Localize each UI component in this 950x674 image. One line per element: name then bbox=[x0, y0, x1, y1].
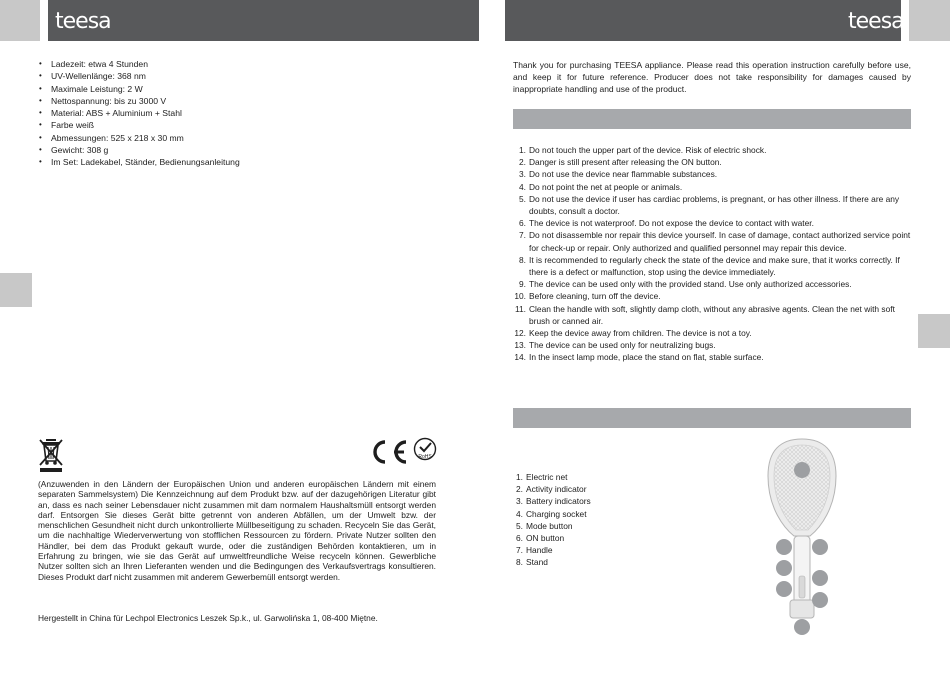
part-item-number: 8. bbox=[516, 557, 523, 568]
safety-item-number: 9. bbox=[519, 279, 526, 290]
safety-item bbox=[512, 351, 912, 363]
spec-item: • Gewicht: 308 g bbox=[39, 144, 459, 156]
safety-item-text: It is recommended to regularly check the state of the device and make sure, that it works correctly. If there is a defect or malfunction, stop using the device immediately. bbox=[529, 254, 900, 278]
part-item-text: Mode button bbox=[526, 520, 573, 531]
part-item-text: Handle bbox=[526, 545, 553, 556]
safety-item bbox=[512, 303, 912, 327]
safety-item-text: The device is not waterproof. Do not expose the device to contact with water. bbox=[529, 218, 814, 229]
safety-item bbox=[512, 327, 912, 339]
safety-item bbox=[512, 144, 912, 156]
safety-item-number: 4. bbox=[519, 181, 526, 192]
callout-8 bbox=[794, 619, 810, 635]
spec-item: • Material: ABS + Aluminium + Stahl bbox=[39, 107, 459, 119]
safety-item-text: Do not point the net at people or animals. bbox=[529, 181, 683, 192]
manufacturer-info: Hergestellt in China für Lechpol Electronics Leszek Sp.k., ul. Garwolińska 1, 08-400 Miętne. bbox=[38, 613, 378, 623]
disposal-notice: (Anzuwenden in den Ländern der Europäischen Union und anderen europäischen Ländern mit einem separaten Sammelsystem) Die Kennzeichnung auf dem Produkt bzw. auf der dazugehörigen Literatur gibt an, dass es nach seiner Lebensdauer nicht zusammen mit dam normalem Haushaltsmüll entsorgt werden darf. Entsorgen Sie dieses Gerät bitte getrennt von anderen Abfällen, um der Umwelt bzw. der menschlichen Gesundheit nicht durch unkontrollierte Müllbeseitigung zu schaden. Recyceln Sie das Gerät, um die nachhaltige Wiederverwertung von stofflichen Ressourcen zu fördern. Private Nutzer sollten den Händler, bei dem das Produkt gekauft wurde, oder die zuständigen Behörden kontaktieren, um in Erfahrung zu bringen, wie sie das Gerät auf umweltfreundliche Weise recyceln können. Gewerbliche Nutzer sollten sich an Ihren Lieferanten wenden und die Bedingungen des Verkaufsvertrags konsultieren. Dieses Produkt darf nicht zusammen mit anderem Gewerbemüll entsorgt werden. bbox=[38, 479, 436, 582]
teesa-logo-right: teesa bbox=[848, 9, 904, 34]
part-item-text: Stand bbox=[526, 557, 548, 568]
safety-item-number: 7. bbox=[519, 230, 526, 241]
part-item-number: 3. bbox=[516, 496, 523, 507]
safety-item bbox=[512, 181, 912, 193]
safety-item bbox=[512, 217, 912, 229]
ce-mark-icon bbox=[367, 438, 409, 466]
part-item-text: Charging socket bbox=[526, 508, 587, 519]
part-item-number: 4. bbox=[516, 508, 523, 519]
safety-item bbox=[512, 278, 912, 290]
safety-item-number: 6. bbox=[519, 218, 526, 229]
safety-item-text: The device can be used only for neutralizing bugs. bbox=[529, 340, 716, 351]
safety-item bbox=[512, 168, 912, 180]
part-item bbox=[513, 508, 713, 520]
safety-item bbox=[512, 339, 912, 351]
callout-4 bbox=[776, 560, 792, 576]
spec-list bbox=[39, 58, 459, 169]
header-bar-left bbox=[48, 0, 479, 41]
part-item-text: Electric net bbox=[526, 472, 568, 482]
safety-item-text: In the insect lamp mode, place the stand on flat, stable surface. bbox=[529, 352, 764, 363]
safety-item-text: Do not use the device near flammable substances. bbox=[529, 169, 718, 180]
callout-3 bbox=[812, 539, 828, 555]
part-item bbox=[513, 532, 713, 544]
safety-item-number: 8. bbox=[519, 254, 526, 265]
safety-item-number: 3. bbox=[519, 169, 526, 180]
part-item-number: 1. bbox=[516, 472, 523, 482]
callout-7 bbox=[812, 592, 828, 608]
spec-item: • Ladezeit: etwa 4 Stunden bbox=[39, 58, 459, 70]
rohs-label: RoHS bbox=[418, 454, 432, 460]
part-item bbox=[513, 556, 713, 568]
part-item-text: Activity indicator bbox=[526, 484, 587, 495]
safety-item-number: 11. bbox=[514, 303, 526, 314]
safety-item-text: Danger is still present after releasing the ON button. bbox=[529, 157, 722, 168]
safety-item-number: 2. bbox=[519, 157, 526, 168]
safety-item-text: Clean the handle with soft, slightly damp cloth, without any abrasive agents. Clean the net with soft brush or canned air. bbox=[529, 303, 895, 326]
part-item bbox=[513, 520, 713, 532]
corner-tab-right bbox=[909, 0, 950, 41]
spec-item: • Farbe weiß bbox=[39, 119, 459, 131]
teesa-logo-left: teesa bbox=[55, 9, 111, 34]
safety-item-text: Keep the device away from children. The device is not a toy. bbox=[529, 328, 752, 339]
callout-1 bbox=[794, 462, 810, 478]
part-item-number: 2. bbox=[516, 484, 523, 495]
safety-item-text: Before cleaning, turn off the device. bbox=[529, 291, 661, 302]
safety-item-text: Do not use the device if user has cardiac problems, is pregnant, or has other illness. If there are any doubts, consult a doctor. bbox=[529, 193, 900, 217]
device-illustration bbox=[764, 436, 840, 636]
part-item-number: 6. bbox=[516, 533, 523, 544]
callout-6 bbox=[776, 581, 792, 597]
part-item-number: 5. bbox=[516, 520, 523, 531]
part-item bbox=[513, 483, 713, 495]
safety-item-text: The device can be used only with the provided stand. Use only authorized accessories. bbox=[529, 279, 852, 290]
safety-item-text: Do not disassemble nor repair this device yourself. In case of damage, contact authorized service point for check-up or repair. Only authorized and qualified personnel may repair this device. bbox=[529, 230, 911, 253]
safety-item-number: 14. bbox=[514, 352, 526, 363]
side-tab-left bbox=[0, 273, 32, 307]
part-item bbox=[513, 495, 713, 507]
safety-list bbox=[512, 144, 912, 364]
safety-item-number: 13. bbox=[514, 340, 526, 351]
safety-item bbox=[512, 193, 912, 217]
spec-item: • UV-Wellenlänge: 368 nm bbox=[39, 70, 459, 82]
weee-bin-icon bbox=[38, 437, 64, 473]
side-tab-right bbox=[918, 314, 950, 348]
safety-item-number: 10. bbox=[514, 291, 526, 302]
parts-list bbox=[513, 471, 713, 569]
part-item bbox=[513, 544, 713, 556]
safety-item bbox=[512, 156, 912, 168]
header-bar-right bbox=[505, 0, 901, 41]
spec-item: • Nettospannung: bis zu 3000 V bbox=[39, 95, 459, 107]
part-item bbox=[513, 471, 713, 483]
callout-2 bbox=[776, 539, 792, 555]
rohs-badge-icon bbox=[413, 437, 437, 463]
intro-paragraph: Thank you for purchasing TEESA appliance. Please read this operation instruction carefully before use, and keep it for future reference. Producer does not take responsibility for damages caused by inappropriate handling and use of the product. bbox=[513, 60, 911, 95]
corner-tab-left bbox=[0, 0, 40, 41]
part-item-text: Battery indicators bbox=[526, 496, 591, 507]
callout-5 bbox=[812, 570, 828, 586]
safety-item-number: 12. bbox=[514, 328, 526, 339]
part-item-text: ON button bbox=[526, 533, 565, 544]
safety-item-number: 1. bbox=[519, 145, 526, 155]
part-item-number: 7. bbox=[516, 545, 523, 556]
safety-item-number: 5. bbox=[519, 193, 526, 204]
safety-item bbox=[512, 229, 912, 253]
safety-section-bar bbox=[513, 109, 911, 129]
parts-section-bar bbox=[513, 408, 911, 428]
safety-item bbox=[512, 290, 912, 302]
spec-item: • Maximale Leistung: 2 W bbox=[39, 83, 459, 95]
spec-item: • Im Set: Ladekabel, Ständer, Bedienungsanleitung bbox=[39, 156, 459, 168]
safety-item bbox=[512, 254, 912, 278]
safety-item-text: Do not touch the upper part of the device. Risk of electric shock. bbox=[529, 145, 767, 155]
spec-item: • Abmessungen: 525 x 218 x 30 mm bbox=[39, 132, 459, 144]
